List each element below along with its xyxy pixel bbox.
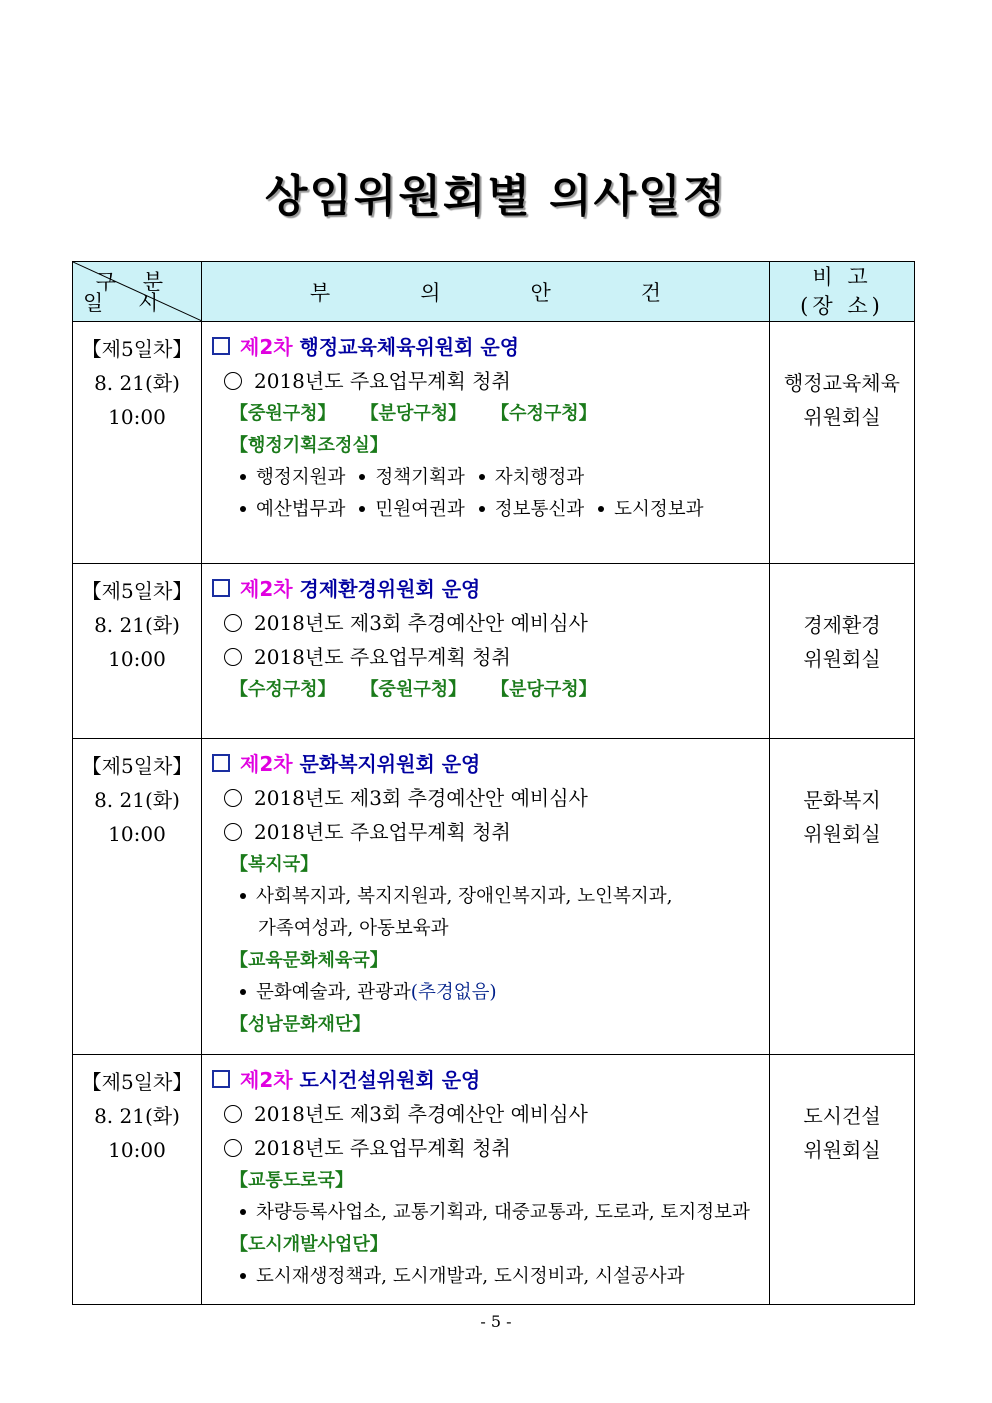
agenda-item: 2018년도 제3회 추경예산안 예비심사 xyxy=(210,1097,769,1131)
page-number: - 5 - xyxy=(480,1312,512,1331)
agenda-cell xyxy=(202,1055,770,1305)
agenda-cell xyxy=(202,739,770,1055)
committee-heading: 제2차 경제환경위원회 운영 xyxy=(210,572,769,606)
dept-label: 【복지국】 xyxy=(230,854,319,875)
agenda-item: 2018년도 주요업무계획 청취 xyxy=(210,364,769,398)
circle-icon xyxy=(224,614,242,632)
place-line1: 문화복지 xyxy=(803,788,881,812)
bullet-list: 예산법무과 민원여권과 정보통신과 도시정보과 xyxy=(210,494,769,526)
table-row xyxy=(73,322,915,564)
table-header-row xyxy=(73,262,915,322)
dept-group: 【중원구청】 【분당구청】 【수정구청】 xyxy=(230,403,597,424)
dept-label: 【성남문화재단】 xyxy=(230,1014,371,1035)
bullet-list: 도시재생정책과, 도시개발과, 도시정비과, 시설공사과 xyxy=(210,1261,769,1293)
square-icon xyxy=(212,1070,230,1088)
date-cell xyxy=(73,1055,202,1305)
place-line2: 위원회실 xyxy=(803,822,881,846)
square-icon xyxy=(212,579,230,597)
day-label: 【제5일차】 xyxy=(81,754,193,778)
bullet-continuation: 가족여성과, 아동보육과 xyxy=(258,918,449,939)
place-line1: 행정교육체육 xyxy=(784,371,900,395)
circle-icon xyxy=(224,372,242,390)
time-label: 10:00 xyxy=(108,822,166,846)
circle-icon xyxy=(224,1139,242,1157)
header-note xyxy=(770,262,915,322)
time-label: 10:00 xyxy=(108,647,166,671)
dept-label: 【교육문화체육국】 xyxy=(230,950,388,971)
bullet-list: 차량등록사업소, 교통기획과, 대중교통과, 도로과, 토지정보과 xyxy=(210,1197,769,1229)
day-label: 【제5일차】 xyxy=(81,1070,193,1094)
committee-heading: 제2차 도시건설위원회 운영 xyxy=(210,1063,769,1097)
time-label: 10:00 xyxy=(108,405,166,429)
date-cell xyxy=(73,739,202,1055)
agenda-cell xyxy=(202,322,770,564)
place-cell xyxy=(770,322,915,564)
bullet-list: 문화예술과, 관광과(추경없음) xyxy=(210,977,769,1009)
table-row xyxy=(73,564,915,739)
circle-icon xyxy=(224,789,242,807)
header-agenda: 부의안건 xyxy=(202,262,770,322)
agenda-item: 2018년도 주요업무계획 청취 xyxy=(210,815,769,849)
committee-heading: 제2차 문화복지위원회 운영 xyxy=(210,747,769,781)
schedule-table xyxy=(72,261,915,1305)
place-line1: 도시건설 xyxy=(803,1104,881,1128)
place-line1: 경제환경 xyxy=(803,613,881,637)
circle-icon xyxy=(224,823,242,841)
place-line2: 위원회실 xyxy=(803,405,881,429)
place-cell xyxy=(770,564,915,739)
dept-label: 【교통도로국】 xyxy=(230,1170,353,1191)
square-icon xyxy=(212,754,230,772)
day-label: 【제5일차】 xyxy=(81,337,193,361)
agenda-cell xyxy=(202,564,770,739)
place-line2: 위원회실 xyxy=(803,647,881,671)
header-note-line1: 비 고 xyxy=(812,264,872,289)
date-label: 8. 21(화) xyxy=(94,371,180,395)
bullet-list: 사회복지과, 복지지원과, 장애인복지과, 노인복지과, xyxy=(210,881,769,913)
agenda-item: 2018년도 주요업무계획 청취 xyxy=(210,640,769,674)
header-gubun-ilsi xyxy=(73,262,202,322)
circle-icon xyxy=(224,648,242,666)
header-note-line2: (장 소) xyxy=(800,293,884,318)
square-icon xyxy=(212,337,230,355)
header-gubun: 구 분 xyxy=(95,270,173,294)
header-ilsi: 일 시 xyxy=(83,291,173,315)
agenda-item: 2018년도 제3회 추경예산안 예비심사 xyxy=(210,781,769,815)
place-cell xyxy=(770,1055,915,1305)
time-label: 10:00 xyxy=(108,1138,166,1162)
table-row xyxy=(73,739,915,1055)
dept-group: 【수정구청】 【중원구청】 【분당구청】 xyxy=(230,679,597,700)
place-cell xyxy=(770,739,915,1055)
date-label: 8. 21(화) xyxy=(94,1104,180,1128)
date-cell xyxy=(73,322,202,564)
agenda-item: 2018년도 제3회 추경예산안 예비심사 xyxy=(210,606,769,640)
date-label: 8. 21(화) xyxy=(94,788,180,812)
agenda-item: 2018년도 주요업무계획 청취 xyxy=(210,1131,769,1165)
bullet-list: 행정지원과 정책기획과 자치행정과 xyxy=(210,462,769,494)
page-title: 상임위원회별 의사일정 xyxy=(264,171,728,222)
committee-heading: 제2차 행정교육체육위원회 운영 xyxy=(210,330,769,364)
circle-icon xyxy=(224,1105,242,1123)
dept-label: 【행정기획조정실】 xyxy=(230,435,388,456)
date-cell xyxy=(73,564,202,739)
dept-label: 【도시개발사업단】 xyxy=(230,1234,388,1255)
day-label: 【제5일차】 xyxy=(81,579,193,603)
table-row xyxy=(73,1055,915,1305)
date-label: 8. 21(화) xyxy=(94,613,180,637)
place-line2: 위원회실 xyxy=(803,1138,881,1162)
